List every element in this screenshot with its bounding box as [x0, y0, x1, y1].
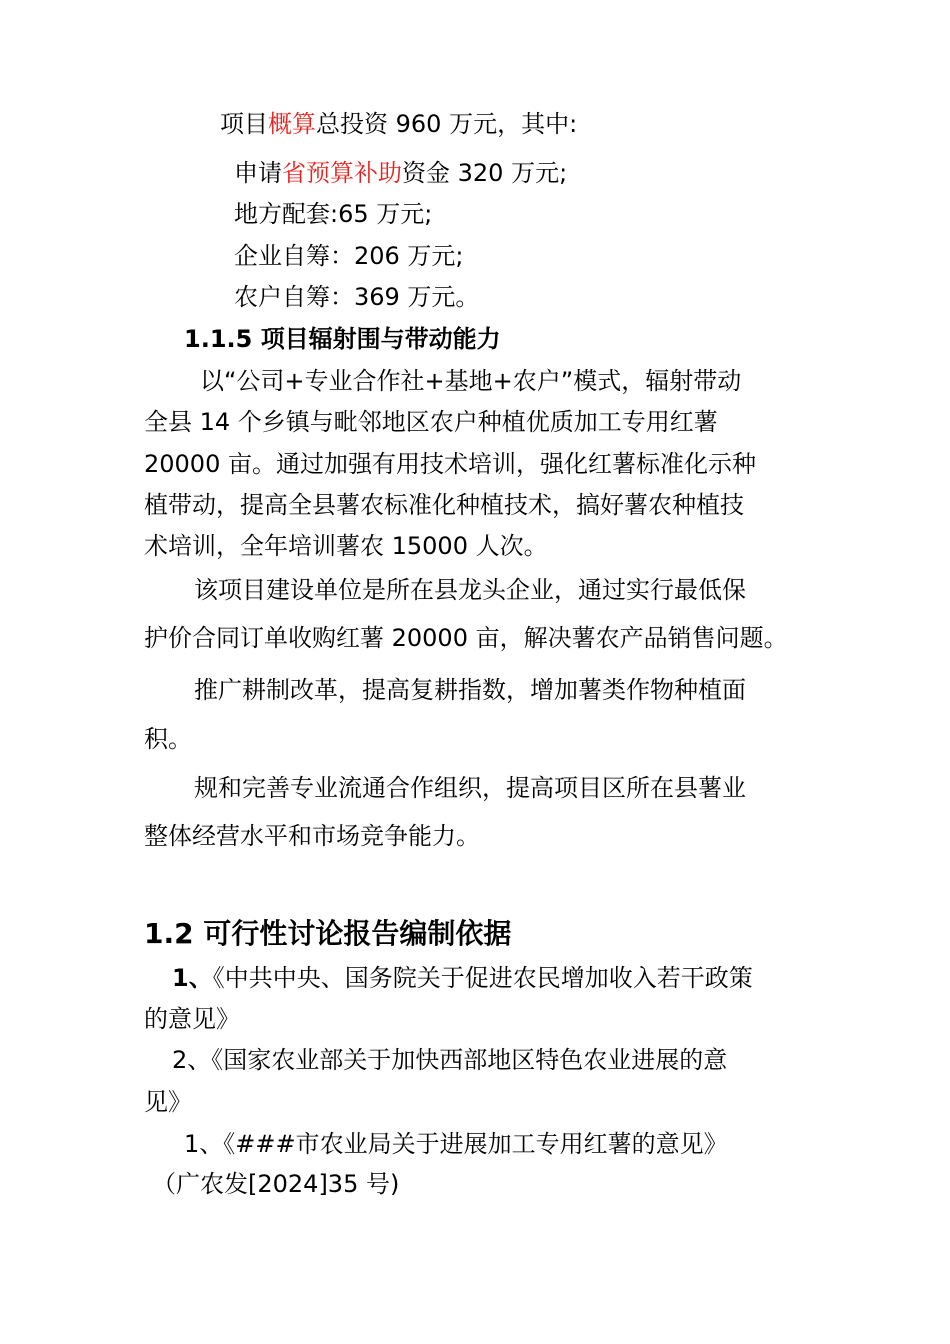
total-investment-line	[220, 108, 577, 140]
reference-item-3	[184, 1128, 728, 1160]
province-subsidy-highlight: 省预算补助	[282, 159, 402, 187]
enterprise-funding-line: 企业自筹：206 万元;	[234, 242, 464, 270]
reference-item-1-continuation: 的意见》	[144, 1005, 240, 1033]
para4-line-1: 规和完善专业流通合作组织，提高项目区所在县薯业	[194, 774, 746, 802]
para1-line-1: 以“公司+专业合作社+基地+农户”模式，辐射带动	[200, 367, 742, 395]
para2-line-2: 护价合同订单收购红薯 20000 亩，解决薯农产品销售问题。	[144, 624, 788, 652]
para3-line-2: 积。	[144, 725, 192, 753]
total-investment-prefix: 项目	[220, 110, 268, 138]
reference-item-2-number: 2、	[172, 1046, 212, 1074]
reference-item-1	[172, 962, 753, 994]
para1-line-5: 术培训，全年培训薯农 15000 人次。	[144, 532, 548, 560]
para1-line-3: 20000 亩。通过加强有用技术培训，强化红薯标准化示种	[144, 450, 756, 478]
farmer-funding-line: 农户自筹：369 万元。	[234, 283, 480, 311]
total-investment-suffix: 总投资 960 万元，其中:	[316, 110, 578, 138]
total-investment-highlight: 概算	[268, 110, 316, 138]
province-subsidy-prefix: 申请	[234, 159, 282, 187]
reference-item-3-number: 1、	[184, 1130, 224, 1158]
reference-item-3-continuation: （广农发[2024]35 号)	[152, 1170, 400, 1198]
para3-line-1: 推广耕制改革，提高复耕指数，增加薯类作物种植面	[194, 676, 746, 704]
para2-line-1: 该项目建设单位是所在县龙头企业，通过实行最低保	[194, 576, 746, 604]
province-subsidy-suffix: 资金 320 万元;	[402, 159, 568, 187]
reference-item-2-title: 《国家农业部关于加快西部地区特色农业进展的意	[211, 1046, 728, 1074]
local-matching-line: 地方配套:65 万元;	[234, 200, 433, 228]
para1-line-2: 全县 14 个乡镇与毗邻地区农户种植优质加工专用红薯	[144, 408, 718, 436]
section-115-heading: 1.1.5 项目辐射围与带动能力	[184, 325, 501, 353]
reference-item-1-number: 1、	[172, 964, 213, 992]
province-subsidy-line	[234, 157, 567, 189]
section-12-heading: 1.2 可行性讨论报告编制依据	[144, 917, 512, 950]
para4-line-2: 整体经营水平和市场竞争能力。	[144, 822, 480, 850]
reference-item-1-title: 《中共中央、国务院关于促进农民增加收入若干政策	[212, 964, 753, 992]
reference-item-3-title: 《###市农业局关于进展加工专用红薯的意见》	[223, 1130, 728, 1158]
para1-line-4: 植带动，提高全县薯农标准化种植技术，搞好薯农种植技	[144, 491, 744, 519]
reference-item-2	[172, 1044, 727, 1076]
reference-item-2-continuation: 见》	[144, 1088, 192, 1116]
